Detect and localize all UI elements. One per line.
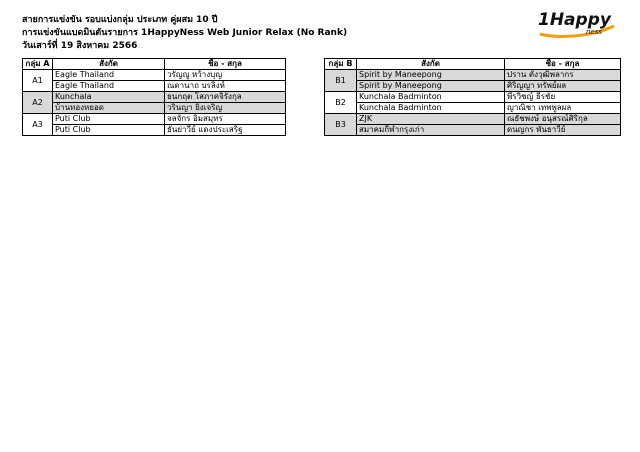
group-label: B1 bbox=[325, 70, 357, 92]
group-header: กลุ่ม A bbox=[23, 59, 53, 70]
club-cell: Eagle Thailand bbox=[53, 70, 165, 81]
table-row bbox=[23, 125, 286, 136]
club-cell: Spirit by Maneepong bbox=[357, 70, 505, 81]
group-label: B2 bbox=[325, 92, 357, 114]
table-row bbox=[23, 70, 286, 81]
club-cell: สมาคมกีฬากรุงเก่า bbox=[357, 125, 505, 136]
club-cell: Kunchala Badminton bbox=[357, 103, 505, 114]
name-cell: วรัญญู หว้างบุญ bbox=[165, 70, 286, 81]
table-row bbox=[325, 81, 621, 92]
logo-text-top: 1Happy bbox=[538, 10, 611, 30]
club-cell: Eagle Thailand bbox=[53, 81, 165, 92]
club-cell: บ้านทองหยอด bbox=[53, 103, 165, 114]
group-label: B3 bbox=[325, 114, 357, 136]
name-cell: จลจักร อิ่มสมุทร bbox=[165, 114, 286, 125]
table-row bbox=[23, 114, 286, 125]
logo-text-bottom: ness bbox=[586, 28, 603, 36]
club-cell: Kunchala bbox=[53, 92, 165, 103]
table-row bbox=[325, 70, 621, 81]
table-row bbox=[325, 92, 621, 103]
club-header: สังกัด bbox=[53, 59, 165, 70]
group-label: A3 bbox=[23, 114, 53, 136]
table-row bbox=[325, 103, 621, 114]
table-header-row bbox=[325, 59, 621, 70]
group-b-table bbox=[324, 58, 621, 136]
group-a-table bbox=[22, 58, 286, 136]
logo-graphic bbox=[534, 8, 620, 38]
document-header bbox=[22, 14, 347, 53]
table-row bbox=[23, 92, 286, 103]
header-date: วันเสาร์ที่ 19 สิงหาคม 2566 bbox=[22, 41, 138, 51]
name-cell: ณดานาถ บรลิงห์ bbox=[165, 81, 286, 92]
table-header-row bbox=[23, 59, 286, 70]
header-subtitle: การแข่งขันแบดมินตันรายการ 1HappyNess Web Junior Relax (No Rank) bbox=[22, 28, 348, 38]
name-cell: ธันย่าวีย์ แดงประเสริฐ bbox=[165, 125, 286, 136]
club-cell: Puti Club bbox=[53, 125, 165, 136]
name-cell: วรินญา ยิ่งเจริญ bbox=[165, 103, 286, 114]
club-cell: Puti Club bbox=[53, 114, 165, 125]
club-header: สังกัด bbox=[357, 59, 505, 70]
name-cell: ญาณิชา เทพพูลผล bbox=[505, 103, 621, 114]
name-header: ชื่อ - สกุล bbox=[505, 59, 621, 70]
club-cell: ZJK bbox=[357, 114, 505, 125]
name-cell: ศิริญญา ทรัพย์ผล bbox=[505, 81, 621, 92]
happyness-logo bbox=[534, 8, 620, 38]
name-cell: ดนญกร พันธาวีย์ bbox=[505, 125, 621, 136]
table-row bbox=[23, 81, 286, 92]
group-label: A1 bbox=[23, 70, 53, 92]
group-label: A2 bbox=[23, 92, 53, 114]
table-row bbox=[325, 125, 621, 136]
table-row bbox=[325, 114, 621, 125]
group-header: กลุ่ม B bbox=[325, 59, 357, 70]
name-cell: ณธัชพงษ์ อนุสรณ์ศิริกุล bbox=[505, 114, 621, 125]
name-cell: พีรวิชญ์ ธีรชัย bbox=[505, 92, 621, 103]
name-cell: ปราน ตั้งวุฒิพลากร bbox=[505, 70, 621, 81]
header-title: สายการแข่งขัน รอบแบ่งกลุ่ม ประเภท คู่ผสม 10 ปี bbox=[22, 15, 218, 25]
name-header: ชื่อ - สกุล bbox=[165, 59, 286, 70]
club-cell: Spirit by Maneepong bbox=[357, 81, 505, 92]
club-cell: Kunchala Badminton bbox=[357, 92, 505, 103]
table-row bbox=[23, 103, 286, 114]
name-cell: ธนกฤต โสภาคจิรังกุล bbox=[165, 92, 286, 103]
